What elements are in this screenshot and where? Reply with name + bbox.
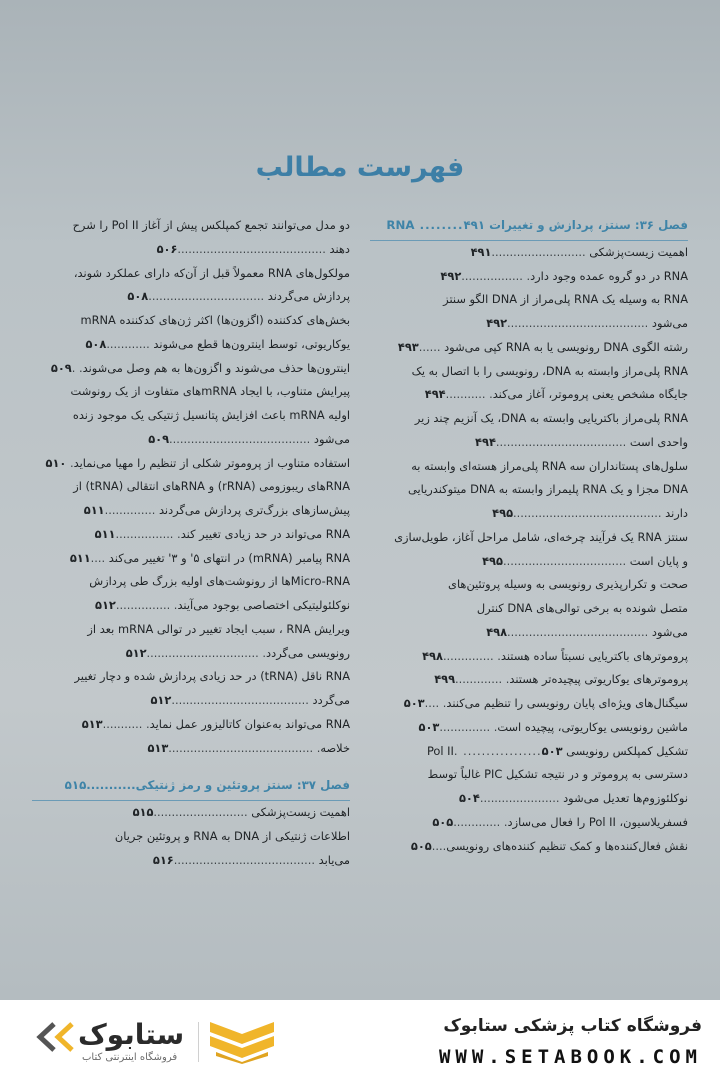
toc-leader-dots: ..............	[104, 503, 159, 517]
toc-entry	[32, 689, 350, 713]
toc-entry	[32, 262, 350, 286]
toc-entry	[32, 570, 350, 594]
toc-entry	[370, 740, 688, 764]
toc-entry	[32, 428, 350, 452]
toc-entry	[370, 692, 688, 716]
toc-entry	[370, 716, 688, 740]
toc-page-number: ۵۰۸	[85, 336, 107, 351]
toc-column-left	[32, 214, 350, 872]
toc-entry	[370, 597, 688, 621]
toc-entry-text: RNA پلی‌مراز وابسته به DNA، رونویسی را با اتصال به یک	[411, 363, 688, 378]
toc-entry-text: سلول‌های پستانداران سه RNA پلی‌مراز هسته‌ای وابسته به	[411, 458, 688, 473]
toc-leader-dots: . ........................................	[168, 740, 321, 755]
toc-leader-dots: . ...............	[115, 598, 178, 612]
toc-entry-text: فصل ۳۷: سنتز پروتئین و رمز ژنتیکی	[135, 778, 350, 793]
toc-entry-text: سنتز RNA یک فرآیند چرخه‌ای، شامل مراحل آغاز، طویل‌سازی	[394, 529, 688, 544]
toc-entry-text: تشکیل کمپلکس رونویسی Pol II	[426, 743, 688, 758]
toc-entry-text: ویرایش RNA ، سبب ایجاد تغییر در توالی mRNA بعد از	[87, 621, 350, 636]
toc-entry-text: اینترون‌ها حذف می‌شوند و اگزون‌ها به هم وصل می‌شوند	[82, 360, 350, 375]
toc-leader-dots: .......................................	[169, 431, 314, 446]
toc-page-number: ۵۱۲	[150, 693, 172, 707]
toc-page-number: ۴۹۹	[434, 672, 456, 687]
toc-entry	[32, 523, 350, 547]
toc-entry	[370, 550, 688, 574]
chapter-gap	[32, 760, 350, 774]
toc-page-number: ۴۹۵	[492, 506, 514, 520]
toc-entry	[32, 214, 350, 238]
toc-entry-text: فصل ۳۶: سنتز، پردازش و تغییرات RNA	[386, 218, 688, 232]
toc-entry-text: فسفریلاسیون، Pol II را فعال می‌سازد	[507, 814, 688, 829]
toc-page-number: ۵۰۳	[403, 696, 425, 710]
toc-entry	[32, 642, 350, 666]
toc-page-number: ۵۱۵	[132, 805, 154, 819]
toc-entry	[370, 668, 688, 692]
toc-page-number: ۴۹۴	[475, 434, 496, 449]
brand-logo-text: ستابوک	[78, 1018, 185, 1051]
double-chevron-icon	[34, 1022, 78, 1052]
toc-entry	[32, 547, 350, 571]
toc-entry-text: می‌یابد	[318, 852, 350, 867]
toc-entry-text: صحت و تکرارپذیری رونویسی به وسیله پروتئین‌های	[448, 577, 688, 592]
toc-entry-text: می‌گردد	[312, 693, 350, 707]
toc-entry	[370, 526, 688, 550]
toc-leader-dots: .........................................	[513, 506, 666, 520]
toc-entry-text: RNA می‌تواند در حد زیادی تغییر کند	[180, 526, 350, 541]
toc-entry	[370, 621, 688, 645]
toc-entry-text: نوکلئوزوم‌ها تعدیل می‌شود	[563, 791, 688, 805]
toc-entry-text: RNA به وسیله یک RNA پلی‌مراز از DNA الگو سنتز	[443, 292, 688, 307]
toc-entry	[370, 645, 688, 669]
toc-leader-dots: ..................................	[502, 553, 630, 568]
toc-entry-text: می‌شود	[651, 316, 688, 330]
toc-leader-dots: . .................	[461, 268, 531, 283]
toc-entry-text: ماشین رونویسی یوکاریوتی، پیچیده است	[497, 719, 688, 734]
toc-entry	[370, 312, 688, 336]
toc-entry-text: اهمیت زیست‌پزشکی	[251, 805, 350, 819]
toc-entry-text: می‌شود	[313, 431, 350, 446]
toc-page-number: ۵۰۹	[50, 360, 72, 375]
toc-leader-dots: ........	[414, 218, 464, 232]
toc-entry	[32, 825, 350, 849]
toc-entry-text: پردازش می‌گردند	[267, 289, 350, 304]
toc-page-number: ۴۹۸	[486, 624, 508, 639]
toc-page-number: ۵۱۱	[83, 503, 105, 517]
toc-page-number: ۵۱۳	[147, 740, 169, 755]
toc-leader-dots: .......................................	[507, 316, 652, 330]
toc-entry-text: DNA مجزا و یک RNA پلیمراز وابسته به DNA میتوکندریایی	[407, 482, 688, 497]
toc-leader-dots: ......................	[479, 791, 564, 805]
toc-entry-text: RNA پلی‌مراز باکتریایی وابسته به DNA، یک آنزیم چند زیر	[414, 411, 688, 425]
toc-entry	[32, 404, 350, 428]
toc-entry-text: Micro-RNAها از رونوشت‌های اولیه بزرگ طی پردازش	[89, 574, 350, 589]
toc-entry-text: یوکاریوتی، توسط اینترون‌ها قطع می‌شوند	[153, 336, 350, 351]
toc-entry	[32, 801, 350, 825]
toc-leader-dots: . .............	[455, 672, 510, 687]
toc-entry	[32, 618, 350, 642]
toc-page-number: ۵۱۱	[94, 526, 116, 541]
toc-entry-text: دارند	[665, 506, 688, 520]
toc-entry	[370, 502, 688, 526]
toc-page-number: ۴۹۴	[424, 387, 446, 402]
toc-entry	[370, 811, 688, 835]
toc-page-number: ۴۹۱	[463, 218, 486, 232]
toc-page-number: ۴۹۲	[440, 268, 462, 283]
toc-page-number: ۴۹۱	[470, 244, 492, 259]
toc-entry	[370, 360, 688, 384]
toc-page-number: ۴۹۲	[486, 316, 508, 330]
toc-entry	[32, 594, 350, 618]
chevron-logo-icon	[210, 1020, 274, 1064]
toc-leader-dots: . ...........	[445, 387, 493, 402]
toc-entry	[370, 383, 688, 407]
toc-leader-dots: . ..............	[439, 719, 498, 734]
toc-leader-dots: .	[66, 455, 74, 470]
toc-entry	[32, 452, 350, 476]
toc-entry	[32, 849, 350, 873]
toc-leader-dots: . ................	[115, 526, 181, 541]
toc-entry	[32, 238, 350, 262]
toc-page-number: ۵۰۳	[418, 719, 440, 734]
toc-entry	[32, 665, 350, 689]
toc-entry-text: و پایان است	[629, 553, 688, 568]
toc-entry	[370, 478, 688, 502]
toc-entry	[370, 407, 688, 431]
store-url[interactable]: WWW.SETABOOK.COM	[438, 1046, 702, 1068]
toc-entry-text: RNA می‌تواند به‌عنوان کاتالیزور عمل نماید	[149, 716, 350, 731]
toc-entry-text: واحدی است	[629, 434, 688, 449]
toc-leader-dots: ....................................	[495, 434, 630, 449]
toc-page-number: ۵۱۱	[69, 550, 91, 565]
toc-column-right	[370, 214, 688, 858]
toc-entry-text: اهمیت زیست‌پزشکی	[589, 244, 688, 259]
toc-entry-text: می‌شود	[651, 624, 688, 639]
toc-entry-text: متصل شونده به برخی توالی‌های DNA کنترل	[476, 601, 688, 615]
toc-entry	[370, 336, 688, 360]
toc-entry-text: پیش‌سازهای بزرگ‌تری پردازش می‌گردند	[158, 503, 350, 517]
toc-page-number: ۵۱۳	[81, 716, 103, 731]
toc-entry	[370, 835, 688, 859]
toc-entry	[32, 380, 350, 404]
toc-entry	[370, 455, 688, 479]
toc-page-number: ۵۰۳	[541, 743, 563, 758]
toc-leader-dots: . ...........	[102, 716, 150, 731]
toc-page-number: ۴۹۳	[397, 339, 419, 354]
toc-leader-dots: . ....	[424, 696, 447, 710]
store-name: فروشگاه کتاب پزشکی ستابوک	[443, 1016, 702, 1036]
toc-entry	[370, 265, 688, 289]
toc-entry-text: استفاده متناوب از پروموتر شکلی از تنظیم را مهیا می‌نماید	[73, 455, 350, 470]
toc-leader-dots: . ...............................	[146, 645, 267, 660]
toc-entry-text: دسترسی به پروموتر و در نتیجه تشکیل PIC غالباً توسط	[427, 767, 688, 782]
toc-leader-dots: .........................................	[177, 241, 330, 256]
brand-logo-subtitle: فروشگاه اینترنتی کتاب	[82, 1052, 178, 1063]
toc-entry-text: اطلاعات ژنتیکی از DNA به RNA و پروتئین جریان	[114, 828, 350, 843]
toc-entry-text: جایگاه مشخص یعنی پروموتر، آغاز می‌کند	[492, 387, 688, 402]
toc-entry-text: رشته الگوی DNA رونویسی یا به RNA کپی می‌شود	[444, 339, 688, 354]
toc-leader-dots: ......................................	[171, 693, 313, 707]
toc-entry	[370, 431, 688, 455]
toc-leader-dots: ..........................	[153, 805, 252, 819]
toc-entry-text: سیگنال‌های ویژه‌ای پایان رونویسی را تنظیم می‌کنند	[446, 696, 688, 710]
toc-entry-text: خلاصه	[320, 740, 350, 755]
toc-entry-text: RNA پیامبر (mRNA) در انتهای ۵' و ۳' تغییر می‌کند	[108, 550, 350, 565]
toc-entry	[32, 713, 350, 737]
toc-leader-dots: .......................................	[173, 852, 319, 867]
toc-entry-text: نقش فعال‌کننده‌ها و کمک تنظیم کننده‌های رونویسی	[446, 838, 688, 853]
toc-leader-dots: . ..............	[442, 648, 501, 663]
toc-leader-dots: .......................................	[507, 624, 652, 639]
toc-entry	[370, 288, 688, 312]
toc-page-number: ۴۹۵	[482, 553, 503, 568]
toc-leader-dots: . .................	[453, 743, 542, 758]
toc-entry	[370, 763, 688, 787]
toc-entry-text: پروموترهای یوکاریوتی پیچیده‌تر هستند	[509, 672, 688, 687]
store-footer	[0, 1000, 720, 1080]
toc-entry-text: پروموترهای باکتریایی نسبتاً ساده هستند	[500, 648, 688, 663]
toc-page-number: ۵۰۶	[156, 241, 178, 256]
toc-leader-dots: ....	[90, 550, 109, 565]
toc-leader-dots: . .............	[453, 814, 508, 829]
toc-page-number: ۵۱۶	[152, 852, 174, 867]
logo-divider	[198, 1022, 199, 1062]
toc-leader-dots: ....	[431, 838, 447, 853]
toc-entry-text: RNA ناقل (tRNA) در حد زیادی پردازش شده و دچار تغییر	[74, 669, 350, 684]
toc-entry-text: رونویسی می‌گردد	[266, 645, 350, 660]
toc-chapter-heading	[32, 774, 350, 801]
toc-leader-dots: ..........................	[491, 244, 590, 259]
toc-entry-text: RNA در دو گروه عمده وجود دارد	[530, 268, 688, 283]
toc-entry	[32, 475, 350, 499]
toc-entry-text: بخش‌های کدکننده (اگزون‌ها) اکثر ژن‌های کدکننده mRNA	[80, 313, 350, 327]
toc-leader-dots: ............	[106, 336, 154, 351]
toc-page-number: ۵۰۴	[458, 791, 480, 805]
page-title: فهرست مطالب	[255, 152, 465, 183]
toc-page-number: ۴۹۸	[422, 648, 443, 663]
toc-entry	[32, 285, 350, 309]
toc-entry-text: اولیه mRNA باعث افزایش پتانسیل ژنتیکی یک موجود زنده	[72, 408, 350, 422]
toc-entry	[32, 309, 350, 333]
toc-entry	[32, 333, 350, 357]
toc-page-number: ۵۱۲	[125, 645, 147, 660]
toc-page-number: ۵۰۸	[127, 289, 149, 304]
toc-page-number: ۵۱۵	[64, 778, 87, 793]
toc-entry	[370, 573, 688, 597]
toc-leader-dots: ...........	[86, 778, 136, 793]
toc-page-number: ۵۱۰	[45, 455, 67, 470]
toc-entry-text: دو مدل می‌توانند تجمع کمپلکس پیش از آغاز Pol II را شرح	[72, 218, 350, 232]
toc-entry	[32, 499, 350, 523]
toc-entry-text: پیرایش متناوب، با ایجاد mRNAهای متفاوت از یک رونوشت	[70, 384, 350, 399]
toc-leader-dots: ................................	[148, 289, 268, 304]
toc-entry	[32, 737, 350, 761]
toc-entry-text: دهند	[329, 241, 350, 256]
toc-entry-text: مولکول‌های RNA معمولاً قبل از آن‌که دارای عملکرد شوند،	[73, 265, 350, 280]
toc-entry	[370, 787, 688, 811]
toc-page-number: ۵۰۵	[432, 814, 454, 829]
toc-entry-text: نوکلئولیتیکی اختصاصی بوجود می‌آیند	[177, 598, 350, 612]
toc-entry-text: RNAهای ریبوزومی (rRNA) و RNAهای انتقالی (tRNA) از	[73, 479, 350, 494]
toc-page-number: ۵۰۹	[148, 431, 170, 446]
toc-page-number: ۵۱۲	[95, 598, 116, 612]
toc-chapter-heading	[370, 214, 688, 241]
toc-page-number: ۵۰۵	[410, 838, 432, 853]
toc-entry	[32, 357, 350, 381]
toc-entry	[370, 241, 688, 265]
toc-leader-dots: ......	[418, 339, 445, 354]
toc-leader-dots: . .	[71, 360, 83, 375]
